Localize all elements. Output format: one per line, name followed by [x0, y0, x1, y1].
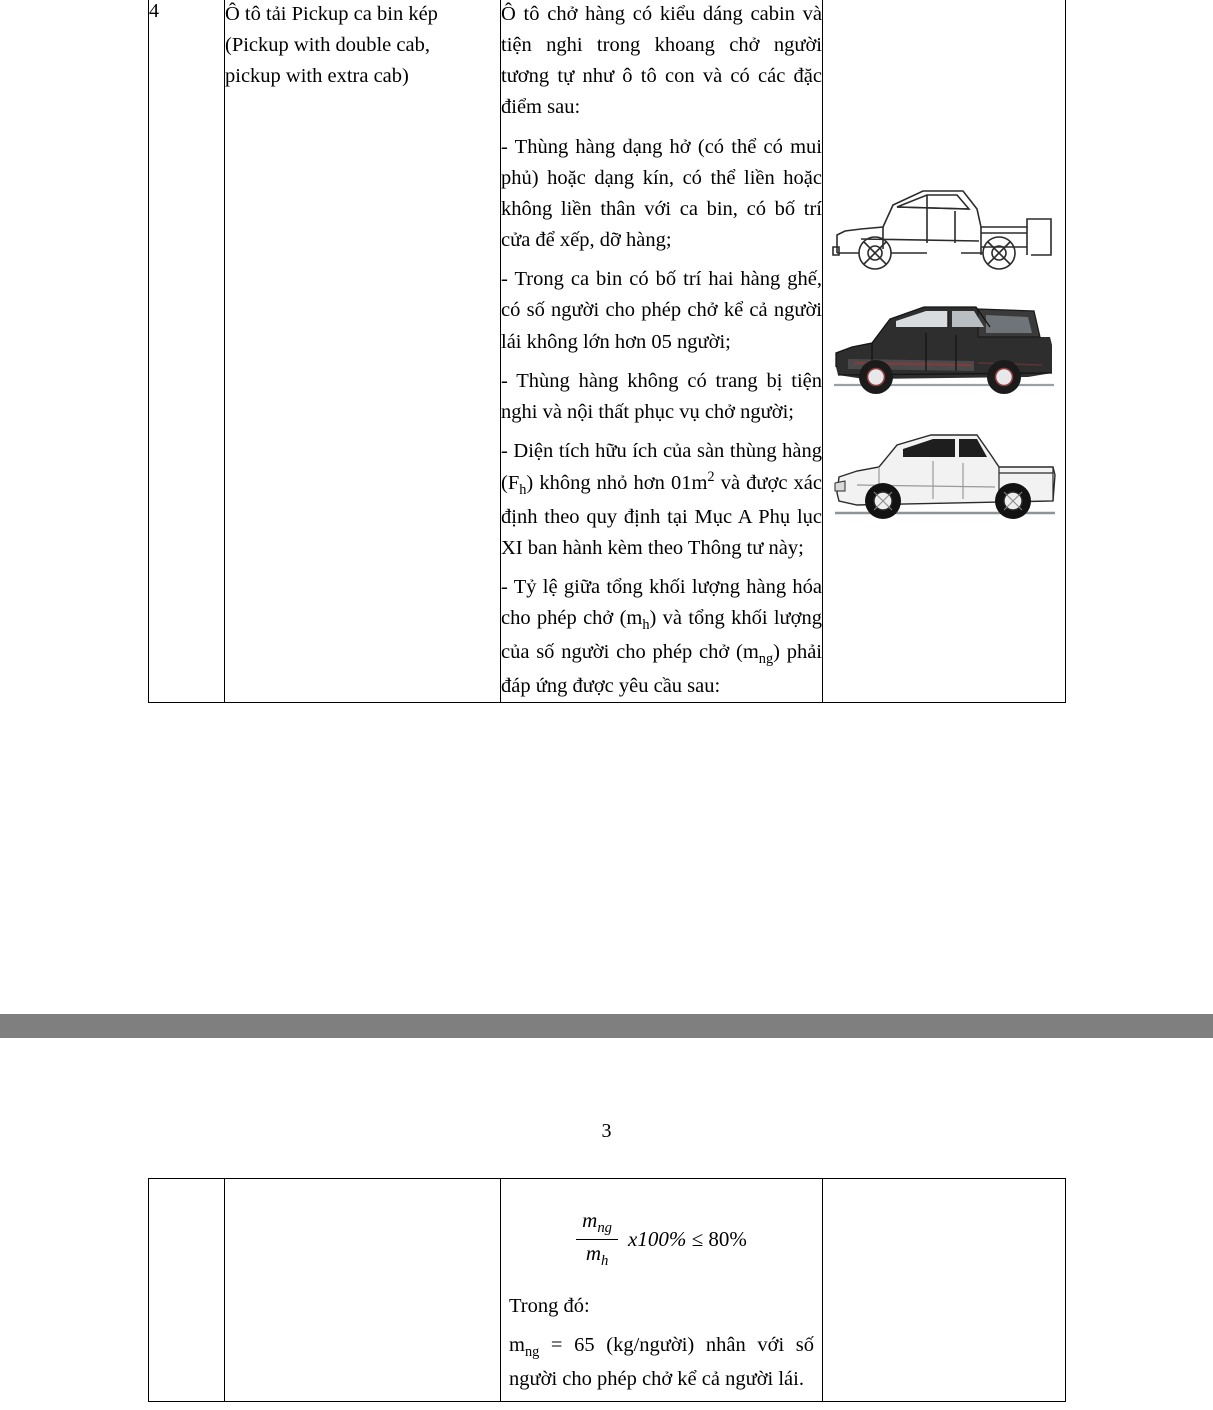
pickup-truck-white-photo-side-view — [827, 423, 1061, 535]
formula-denominator: $m_h$ — [585, 1240, 609, 1269]
formula-notes — [501, 1291, 822, 1401]
vehicle-name-cell-continued — [225, 1179, 501, 1402]
table-row — [149, 1179, 1066, 1402]
description-paragraph-seats: - Trong ca bin có bố trí hai hàng ghế, có số người cho phép chở kể cả người lái không lớn hơn 05 người; — [501, 268, 822, 353]
description-paragraph-no-amenities: - Thùng hàng không có trang bị tiện nghi và nội thất phục vụ chở người; — [501, 369, 822, 423]
mass-ratio-formula — [501, 1179, 822, 1291]
formula-numerator: $m_{ng}$ — [576, 1208, 618, 1239]
vehicle-classification-table-bottom — [148, 1178, 1066, 1402]
table-row — [149, 0, 1066, 703]
vehicle-images-cell-continued — [823, 1179, 1066, 1402]
vehicle-name-cell — [225, 0, 501, 703]
vehicle-name-line-3: pickup with extra cab) — [225, 64, 409, 87]
row-number-cell — [149, 0, 225, 703]
row-number: 4 — [149, 0, 159, 22]
vehicle-name-line-1: Ô tô tải Pickup ca bin kép — [225, 3, 438, 25]
description-paragraph-cargo-box: - Thùng hàng dạng hở (có thể có mui phủ) hoặc dạng kín, có thể liền hoặc không liền thân với ca bin, có bố trí cửa để xếp, dỡ hàng; — [501, 135, 822, 252]
vehicle-classification-table-top — [148, 0, 1066, 703]
formula-note-label: Trong đó: — [509, 1295, 590, 1317]
formula-tail: x100% ≤ 80% — [628, 1226, 747, 1251]
vehicle-name-line-2: (Pickup with double cab, — [225, 33, 430, 56]
description-paragraph-mass-ratio: - Tỷ lệ giữa tổng khối lượng hàng hóa cho phép chở $(m_h)$ và tổng khối lượng của số người cho phép chở $(m_{ng})$ phải đáp ứng được yêu cầu sau: — [501, 576, 823, 698]
pickup-truck-line-drawing-side-view — [831, 169, 1057, 281]
pickup-truck-dark-photo-side-view — [828, 293, 1060, 409]
vehicle-description-cell — [501, 0, 823, 703]
formula-cell — [501, 1179, 823, 1402]
page-number: 3 — [601, 1120, 612, 1142]
vehicle-images-cell — [823, 0, 1066, 703]
formula-fraction — [576, 1208, 618, 1269]
formula-note-text: $m_{ng} = 65$ (kg/người) nhân với số người cho phép chở kể cả người lái. — [509, 1334, 814, 1391]
description-paragraph-intro: Ô tô chở hàng có kiểu dáng cabin và tiện nghi trong khoang chở người tương tự như ô tô con và có các đặc điểm sau: — [501, 3, 822, 119]
formula-inequality: ≤ 80% — [691, 1226, 747, 1251]
description-paragraph-floor-area: - Diện tích hữu ích của sàn thùng hàng $(F_h)$ không nhỏ hơn $01m^2$ và được xác định theo quy định tại Mục A Phụ lục XI ban hành kèm theo Thông tư này; — [501, 440, 822, 560]
page-separator-band — [0, 1014, 1213, 1038]
vehicle-image-stack — [823, 169, 1065, 535]
row-number-cell-continued — [149, 1179, 225, 1402]
